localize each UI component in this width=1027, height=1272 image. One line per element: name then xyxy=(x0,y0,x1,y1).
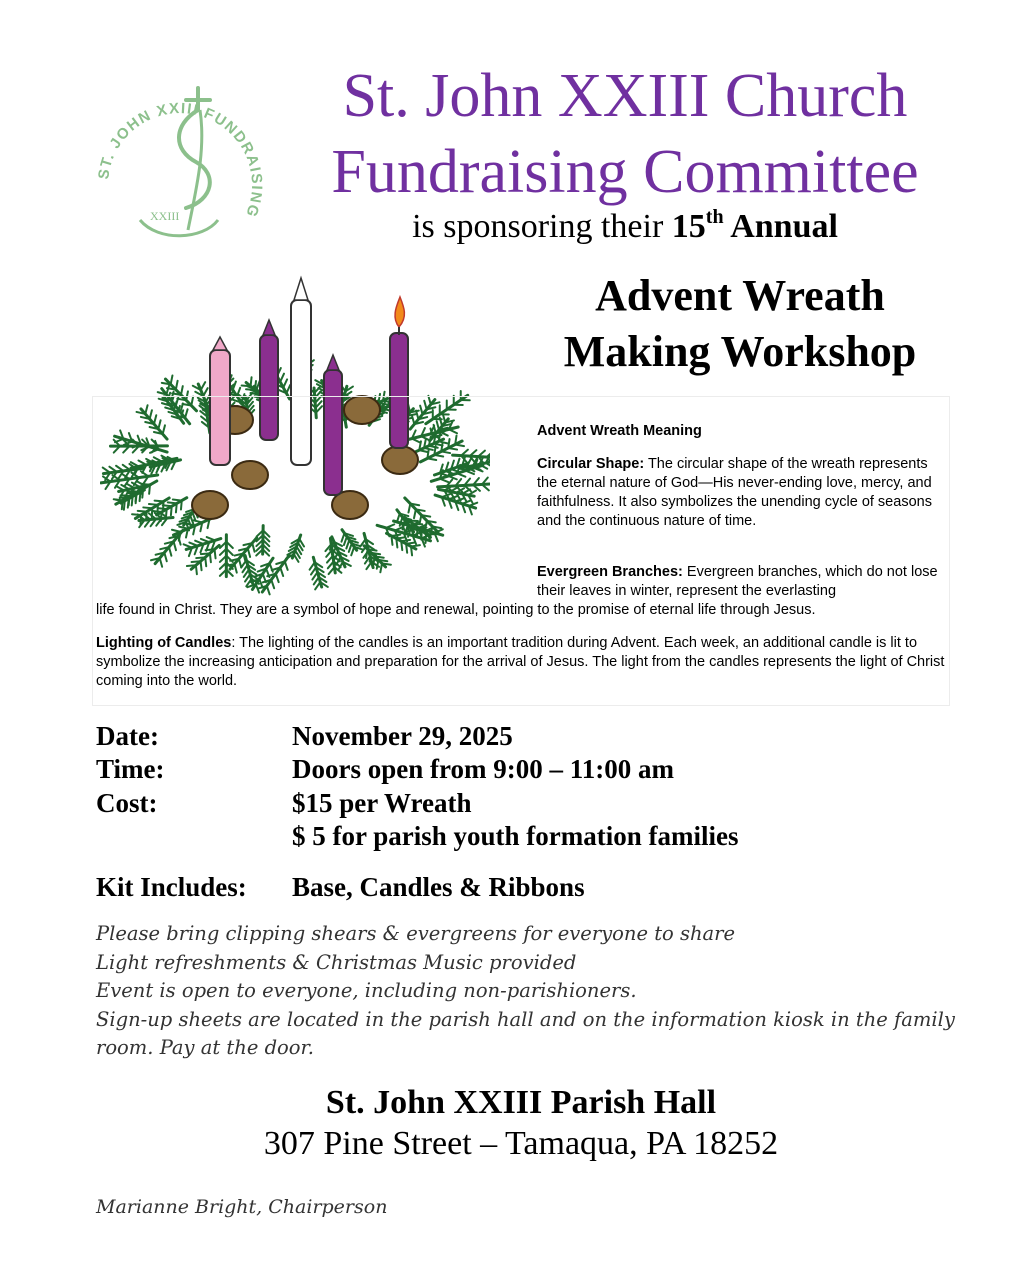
cost-row xyxy=(96,787,896,820)
note-item: Sign-up sheets are located in the parish hall and on the information kiosk in the family xyxy=(96,1007,955,1031)
evergreen-needle xyxy=(203,388,207,396)
cost-label: Cost: xyxy=(96,788,158,818)
candles-text: : The lighting of the candles is an important tradition during Advent. Each week, an additional candle is lit to symbolize the increasing anticipation and preparation for the arrival of Jesus. The light from the candles represents the light of Christ coming into the world. xyxy=(96,635,945,689)
candle-flame-icon xyxy=(395,297,404,327)
sponsor-line xyxy=(300,206,950,248)
event-title-line1: Advent Wreath xyxy=(595,271,885,320)
meaning-circular xyxy=(537,455,945,531)
location-address: 307 Pine Street – Tamaqua, PA 18252 xyxy=(263,1125,779,1162)
sponsor-prefix: is sponsoring their xyxy=(412,208,672,245)
date-label: Date: xyxy=(96,721,159,751)
meaning-evergreen xyxy=(537,563,945,601)
meaning-candles xyxy=(96,634,946,691)
kit-label: Kit Includes: xyxy=(96,872,247,902)
chairperson: Marianne Bright, Chairperson xyxy=(96,1196,388,1218)
evergreen-needle xyxy=(171,376,173,385)
cost-value: $15 per Wreath xyxy=(292,788,472,818)
evergreen-label: Evergreen Branches: xyxy=(537,564,683,580)
evergreen-needle xyxy=(280,374,284,382)
time-value: Doors open from 9:00 – 11:00 am xyxy=(292,754,674,784)
notes-list xyxy=(96,920,955,1063)
evergreen-needle xyxy=(246,389,255,390)
cost-row-2 xyxy=(96,820,896,853)
svg-text:ST. JOHN XXIII FUNDRAISING COM xyxy=(78,70,265,227)
logo-mark: XXIII xyxy=(150,209,180,223)
logo-ring-text: ST. JOHN XXIII FUNDRAISING xyxy=(95,99,266,221)
circular-text: The circular shape of the wreath represents the eternal nature of God—His never-ending love, mercy, and faithfulness. It also symbolizes the unending cycle of seasons and the continuous nature of time. xyxy=(537,456,932,529)
kit-value: Base, Candles & Ribbons xyxy=(292,872,585,902)
date-row xyxy=(96,720,896,753)
sponsor-suffix: th xyxy=(705,206,724,228)
evergreen-needle xyxy=(251,377,252,386)
page-title-line2: Fundraising Committee xyxy=(331,138,919,206)
kit-row xyxy=(96,871,896,904)
note-item: room. Pay at the door. xyxy=(96,1036,314,1059)
sponsor-word: Annual xyxy=(723,208,838,245)
note-item: Please bring clipping shears & evergreens for everyone to share xyxy=(96,922,736,945)
location-hall: St. John XXIII Parish Hall xyxy=(325,1084,717,1121)
candles-label: Lighting of Candles xyxy=(96,635,232,651)
evergreen-needle xyxy=(286,385,290,393)
evergreen-needle xyxy=(176,381,178,390)
note-item: Light refreshments & Christmas Music provided xyxy=(96,950,577,974)
evergreen-text-b: life found in Christ. They are a symbol of hope and renewal, pointing to the promise of eternal life through Jesus. xyxy=(96,602,816,618)
evergreen-needle xyxy=(283,379,287,387)
event-title-line2: Making Workshop xyxy=(563,327,917,376)
cross-shepherd-logo-icon xyxy=(78,70,288,250)
evergreen-needle xyxy=(201,382,205,390)
evergreen-needle xyxy=(255,381,256,390)
circular-label: Circular Shape: xyxy=(537,456,645,472)
meaning-heading: Advent Wreath Meaning xyxy=(537,423,702,439)
evergreen-needle xyxy=(242,386,251,387)
date-value: November 29, 2025 xyxy=(292,721,513,751)
evergreen-needle xyxy=(250,393,259,394)
committee-logo xyxy=(78,70,288,250)
note-item: Event is open to everyone, including non-parishioners. xyxy=(96,979,637,1002)
sponsor-number: 15 xyxy=(671,208,706,245)
time-label: Time: xyxy=(96,754,165,784)
page-title-line1: St. John XXIII Church xyxy=(342,62,908,130)
evergreen-text-a: Evergreen branches, which do not lose their leaves in winter, represent the everlasting xyxy=(537,564,938,599)
time-row xyxy=(96,753,896,786)
cost-value-youth: $ 5 for parish youth formation families xyxy=(292,821,739,851)
evergreen-needle xyxy=(181,386,183,395)
